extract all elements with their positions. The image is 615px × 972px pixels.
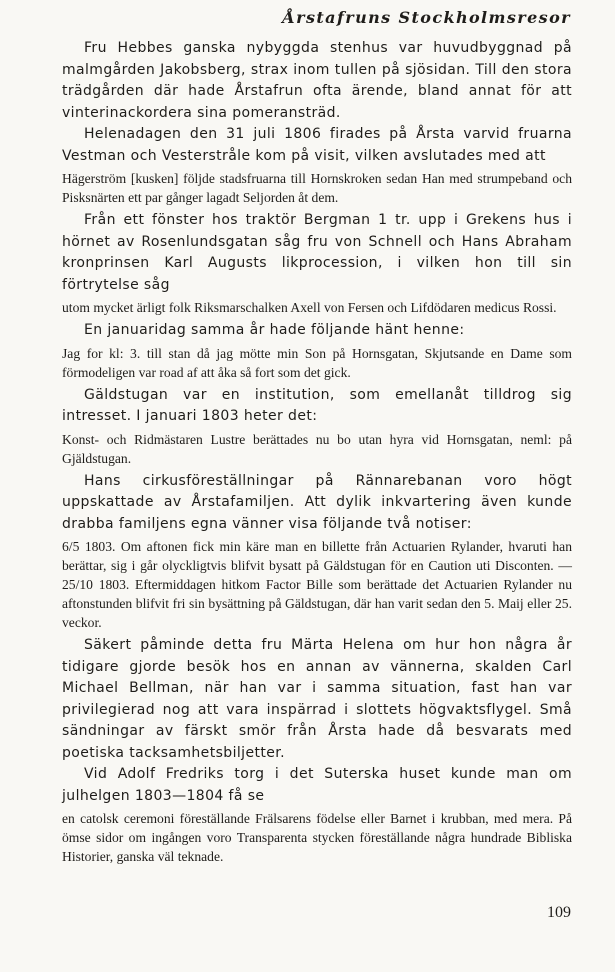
block-quote: 6/5 1803. Om aftonen fick min käre man en billette från Actuarien Rylander, hvaruti han berättar, sig i går olyckligtvis blifvit bysatt på Gäldstugan för en Caution uti Disconten. — 25/10 1803. Eftermiddagen hitkom Factor Bille som berättade det Actuarien Rylander nu aftonstunden blifvit fri sin bysättning på Gäldstugan, där han varit sedan den 5. Maij eller 25. veckor. xyxy=(62,539,572,630)
paragraph: Vid Adolf Fredriks torg i det Suterska huset kunde man om julhelgen 1803—1804 få se xyxy=(62,766,572,804)
block-quote: Konst- och Ridmästaren Lustre berättades nu bo utan hyra vid Hornsgatan, neml: på Gjäldstugan. xyxy=(62,431,572,466)
page-body xyxy=(62,38,572,869)
paragraph: Säkert påminde detta fru Märta Helena om hur hon några år tidigare gjorde besök hos en annan av vännerna, skalden Carl Michael Bellman, när han var i samma situation, fast han var privilegierad nog att vara inspärrad i slottets högvaktsflygel. Små sändningar av färskt smör från Årsta hade då besvarats med poetiska tacksamhetsbiljetter. xyxy=(62,637,572,761)
paragraph: Hans cirkusföreställningar på Rännarebanan voro högt uppskattade av Årstafamiljen. Att dylik inkvartering även kunde drabba familjens egna vänner visa följande två notiser: xyxy=(62,472,572,532)
block-quote: utom mycket ärligt folk Riksmarschalken Axell von Fersen och Lifdödaren medicus Rossi. xyxy=(62,300,557,315)
running-head: Årstafruns Stockholmsresor xyxy=(282,8,571,27)
paragraph: Helenadagen den 31 juli 1806 firades på Årsta varvid fruarna Vestman och Vesterstråle kom på visit, vilken avslutades med att xyxy=(62,126,572,164)
block-quote: Hägerström [kusken] följde stadsfruarna till Hornskroken sedan Han med strumpeband och Pisksnärten ett par gånger lagadt Seljorden åt dem. xyxy=(62,171,572,205)
block-quote: Jag for kl: 3. till stan då jag mötte min Son på Hornsgatan, Skjutsande en Dame som förmodeligen var road af att åka så fort som det gick. xyxy=(62,345,572,380)
paragraph: Fru Hebbes ganska nybyggda stenhus var huvudbyggnad på malmgården Jakobsberg, strax inom tullen på sjösidan. Till den stora trädgården där hade Årstafrun ofta ärende, bland annat för att vinterinackordera sina pomeransträd. xyxy=(62,40,572,121)
paragraph: Gäldstugan var en institution, som emellanåt tilldrog sig intresset. I januari 1803 heter det: xyxy=(62,386,572,424)
block-quote: en catolsk ceremoni föreställande Frälsarens födelse eller Barnet i krubban, med mera. På ömse sidor om ingången voro Transparenta stycken föreställande några hundrade Bibliska Historier, ganska väl teknade. xyxy=(62,811,572,864)
paragraph: En januaridag samma år hade följande hänt henne: xyxy=(84,322,465,338)
paragraph: Från ett fönster hos traktör Bergman 1 tr. upp i Grekens hus i hörnet av Rosenlundsgatan såg fru von Schnell och Hans Abraham kronprinsen Karl Augusts likprocession, i vilken hon till sin förtrytelse såg xyxy=(62,212,572,293)
page-number: 109 xyxy=(547,904,571,921)
